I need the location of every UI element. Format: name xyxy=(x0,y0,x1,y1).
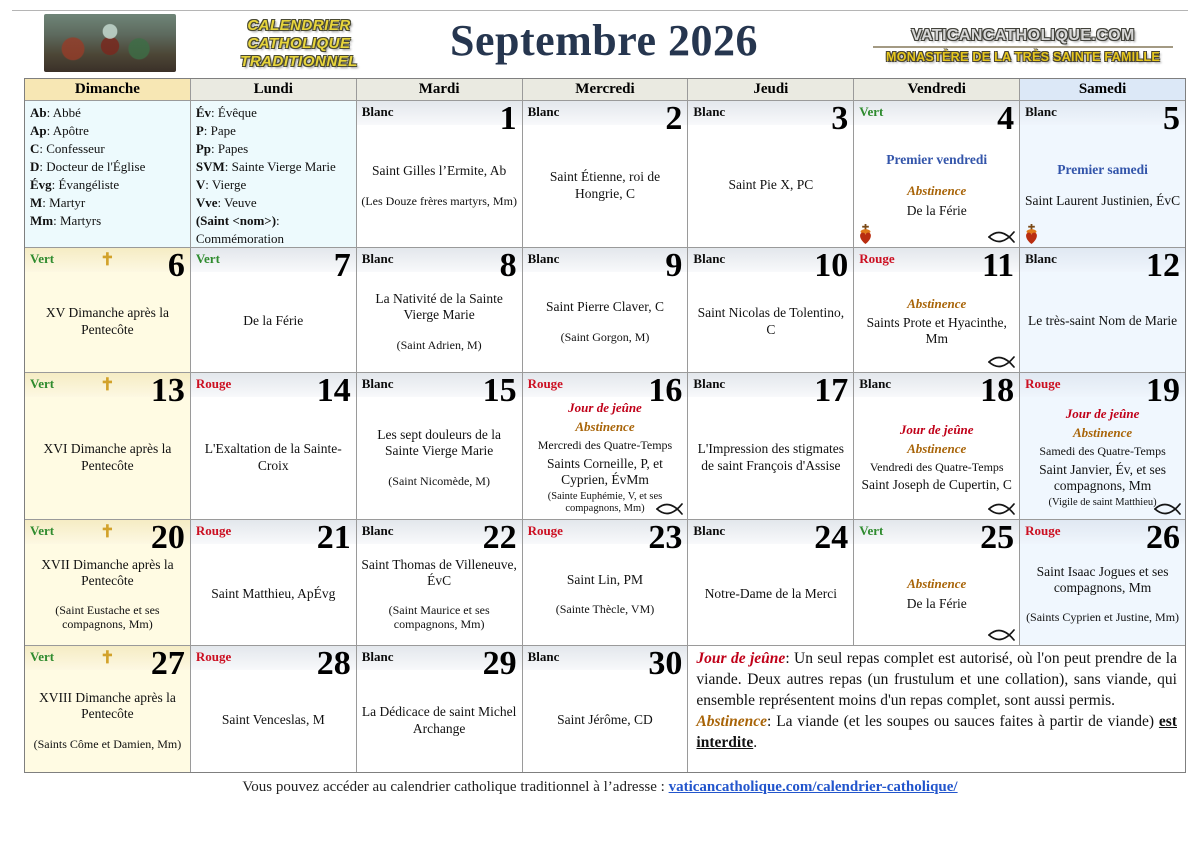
cell-line: (Les Douze frères martyrs, Mm) xyxy=(361,193,517,208)
cell-line: De la Férie xyxy=(906,595,967,611)
calendar-grid xyxy=(24,78,1186,773)
day-number: 1 xyxy=(499,101,517,137)
cell-line: Abstinence xyxy=(907,576,967,592)
day-number: 16 xyxy=(648,373,683,409)
day-cell-30 xyxy=(523,646,688,772)
fast-rule-text: : Un seul repas complet est autorisé, où l'on peut prendre de la viande. Deux autres repas (un frustulum et une collation), sans viande, qui ensemble représentent moins d'un repas complet, sont aussi permis. xyxy=(696,650,1177,710)
legend-item: Pp: Papes xyxy=(195,140,249,156)
day-cell-15 xyxy=(357,373,522,519)
day-number: 17 xyxy=(814,373,849,409)
day-number: 14 xyxy=(316,373,351,409)
legend-item: Ap: Apôtre xyxy=(30,122,89,138)
liturgical-color-label: Blanc xyxy=(693,251,726,266)
fast-rule-paragraph xyxy=(696,648,1177,711)
day-number: 11 xyxy=(982,248,1015,284)
cell-line: (Saint Nicomède, M) xyxy=(388,473,490,488)
cell-line: Saint Thomas de Villeneuve, ÉvC xyxy=(361,556,517,588)
day-cell-19 xyxy=(1020,373,1185,519)
day-cell-17 xyxy=(688,373,853,519)
cell-line: Saint Pie X, PC xyxy=(728,177,814,193)
day-number: 13 xyxy=(150,373,185,409)
day-cell-18 xyxy=(854,373,1019,519)
cell-line: (Sainte Euphémie, V, et ses compagnons, Mm) xyxy=(547,490,663,515)
cell-body xyxy=(360,127,519,244)
cell-body xyxy=(1023,274,1182,369)
cell-body xyxy=(28,399,187,516)
cell-line: L'Impression des stigmates de saint François d'Assise xyxy=(697,441,845,473)
legend-item: (Saint <nom>): Commémoration xyxy=(195,212,284,246)
cell-line: Vendredi des Quatre-Temps xyxy=(869,460,1004,475)
cell-body xyxy=(691,399,850,516)
cell-line: XVI Dimanche après la Pentecôte xyxy=(43,441,172,473)
cell-line: Saint Nicolas de Tolentino, C xyxy=(697,305,845,337)
footer-text: Vous pouvez accéder au calendrier catholique traditionnel à l’adresse : xyxy=(242,779,669,795)
page-header xyxy=(24,11,1184,77)
cell-line: Jour de jeûne xyxy=(1065,405,1140,421)
day-number: 10 xyxy=(814,248,849,284)
cell-body xyxy=(28,274,187,369)
day-number: 24 xyxy=(814,520,849,556)
cell-body xyxy=(526,274,685,369)
liturgical-color-label: Blanc xyxy=(527,104,560,119)
day-number: 20 xyxy=(150,520,185,556)
cell-line: Saint Laurent Justinien, ÉvC xyxy=(1024,193,1181,208)
day-cell-11 xyxy=(854,248,1019,372)
cell-body xyxy=(28,672,187,769)
fish-ichthys-icon xyxy=(988,355,1015,369)
day-header-vendredi: Vendredi xyxy=(854,79,1019,100)
cell-body xyxy=(28,546,187,642)
cell-line: (Saints Côme et Damien, Mm) xyxy=(33,736,182,751)
day-header-dimanche: Dimanche xyxy=(25,79,190,100)
liturgical-color-label: Rouge xyxy=(1025,523,1061,538)
footer xyxy=(0,779,1200,796)
cell-body xyxy=(360,274,519,369)
fish-ichthys-icon xyxy=(988,502,1015,516)
day-cell-16 xyxy=(523,373,688,519)
cell-line: Saint Gilles l’Ermite, Ab xyxy=(372,163,507,179)
day-cell-8 xyxy=(357,248,522,372)
cell-body xyxy=(691,127,850,244)
day-header-jeudi: Jeudi xyxy=(688,79,853,100)
day-cell-1 xyxy=(357,101,522,247)
cell-line: Saint Isaac Jogues et ses compagnons, Mm xyxy=(1036,563,1169,595)
liturgical-color-label: Vert xyxy=(195,251,220,266)
day-header-samedi: Samedi xyxy=(1020,79,1185,100)
cell-line: De la Férie xyxy=(243,313,304,329)
gold-cross-icon: ✝ xyxy=(100,250,115,269)
monastery-name: MONASTÈRE DE LA TRÈS SAINTE FAMILLE xyxy=(886,50,1160,64)
cell-body xyxy=(526,546,685,642)
cell-body xyxy=(857,127,1016,244)
day-number: 25 xyxy=(980,520,1015,556)
fish-ichthys-icon xyxy=(1154,502,1181,516)
cell-line: La Dédicace de saint Michel Archange xyxy=(361,704,517,736)
cell-line: Saint Joseph de Cupertin, C xyxy=(861,477,1012,493)
day-cell-22 xyxy=(357,520,522,645)
cell-body xyxy=(857,399,1016,516)
liturgical-color-label: Rouge xyxy=(527,523,563,538)
cell-line: Jour de jeûne xyxy=(899,421,974,437)
day-header-lundi: Lundi xyxy=(191,79,356,100)
day-cell-26 xyxy=(1020,520,1185,645)
cell-line: Saint Matthieu, ApÉvg xyxy=(211,585,336,601)
abstinence-rule-paragraph xyxy=(696,711,1177,753)
day-number: 21 xyxy=(316,520,351,556)
day-cell-6 xyxy=(25,248,190,372)
day-number: 2 xyxy=(665,101,683,137)
day-cell-9 xyxy=(523,248,688,372)
day-number: 7 xyxy=(333,248,351,284)
gold-cross-icon: ✝ xyxy=(100,648,115,667)
cell-body xyxy=(194,672,353,769)
liturgical-color-label: Rouge xyxy=(195,649,232,664)
cell-body xyxy=(526,127,685,244)
cell-line: XVII Dimanche après la Pentecôte xyxy=(41,556,174,588)
day-cell-21 xyxy=(191,520,356,645)
day-cell-13 xyxy=(25,373,190,519)
liturgical-color-label: Vert xyxy=(859,523,884,538)
day-number: 4 xyxy=(997,101,1015,137)
cell-line: (Saint Gorgon, M) xyxy=(560,329,650,344)
liturgical-color-label: Rouge xyxy=(195,376,232,391)
logo-line-2: CATHOLIQUE xyxy=(247,35,351,52)
day-cell-27 xyxy=(25,646,190,772)
legend-item: P: Pape xyxy=(195,122,236,138)
cell-line: (Sainte Thècle, VM) xyxy=(555,602,655,617)
liturgical-color-label: Blanc xyxy=(361,251,394,266)
day-cell-25 xyxy=(854,520,1019,645)
liturgical-color-label: Blanc xyxy=(1025,251,1057,266)
cell-body xyxy=(194,274,353,369)
day-number: 3 xyxy=(831,101,849,137)
day-number: 15 xyxy=(482,373,517,409)
day-cell-14 xyxy=(191,373,356,519)
liturgical-color-label: Vert xyxy=(30,251,55,266)
cell-line: Saint Jérôme, CD xyxy=(557,712,653,728)
sacred-heart-icon xyxy=(858,224,873,245)
legend-item: V: Vierge xyxy=(195,176,247,192)
day-header-mercredi: Mercredi xyxy=(523,79,688,100)
legend-item: Évg: Évangéliste xyxy=(30,176,120,192)
day-number: 29 xyxy=(482,646,517,682)
day-number: 5 xyxy=(1163,101,1180,137)
liturgical-color-label: Vert xyxy=(30,649,55,664)
logo-line-1: CALENDRIER xyxy=(247,17,351,34)
day-cell-5 xyxy=(1020,101,1185,247)
cell-line: Saint Pierre Claver, C xyxy=(546,299,664,315)
day-header-mardi: Mardi xyxy=(357,79,522,100)
sacred-heart-icon xyxy=(1024,224,1039,245)
cell-body xyxy=(526,399,685,516)
abstinence-rule-emphasis: est interdite xyxy=(696,713,1177,752)
liturgical-color-label: Blanc xyxy=(1025,104,1057,119)
day-number: 26 xyxy=(1146,520,1180,556)
liturgical-color-label: Blanc xyxy=(361,376,394,391)
cell-line: Abstinence xyxy=(907,440,967,456)
cell-line: Premier samedi xyxy=(1057,161,1148,177)
day-cell-23 xyxy=(523,520,688,645)
legend-item: M: Martyr xyxy=(30,194,86,210)
cell-body xyxy=(691,546,850,642)
cell-body xyxy=(526,672,685,769)
cell-body xyxy=(194,546,353,642)
day-number: 19 xyxy=(1146,373,1180,409)
cell-body xyxy=(360,399,519,516)
legend-item: Ab: Abbé xyxy=(30,105,81,120)
cell-line: XVIII Dimanche après la Pentecôte xyxy=(39,690,176,722)
cell-line: Saint Étienne, roi de Hongrie, C xyxy=(549,169,661,201)
cell-body xyxy=(1023,127,1182,244)
cell-line: Jour de jeûne xyxy=(568,399,642,415)
cell-body xyxy=(360,546,519,642)
liturgical-color-label: Blanc xyxy=(361,649,394,664)
cell-body xyxy=(194,399,353,516)
cell-line: Saint Lin, PM xyxy=(566,571,644,587)
legend-item: SVM: Sainte Vierge Marie xyxy=(195,158,336,174)
branding-divider xyxy=(873,46,1173,48)
day-number: 6 xyxy=(167,248,185,284)
liturgical-color-label: Vert xyxy=(30,523,55,538)
liturgical-color-label: Blanc xyxy=(527,649,560,664)
cell-line: (Saints Cyprien et Justine, Mm) xyxy=(1026,610,1180,625)
cell-body xyxy=(691,274,850,369)
cell-line: Les sept douleurs de la Sainte Vierge Marie xyxy=(377,427,501,459)
day-cell-20 xyxy=(25,520,190,645)
liturgical-color-label: Blanc xyxy=(693,523,726,538)
cell-line: Notre-Dame de la Merci xyxy=(704,585,837,601)
cell-line: Abstinence xyxy=(1072,425,1133,441)
cell-body xyxy=(1023,399,1182,516)
liturgical-color-label: Rouge xyxy=(859,251,895,266)
cell-line: Mercredi des Quatre-Temps xyxy=(537,438,673,453)
legend-item: C: Confesseur xyxy=(30,140,105,156)
legend-item: D: Docteur de l'Église xyxy=(30,158,146,174)
fish-ichthys-icon xyxy=(988,628,1015,642)
liturgical-color-label: Blanc xyxy=(693,104,726,119)
day-number: 23 xyxy=(648,520,683,556)
day-number: 28 xyxy=(316,646,351,682)
abstinence-rule-period: . xyxy=(753,734,758,752)
cell-line: Samedi des Quatre-Temps xyxy=(1039,444,1166,459)
day-cell-2 xyxy=(523,101,688,247)
cell-line: (Saint Adrien, M) xyxy=(396,337,482,352)
site-name: VATICANCATHOLIQUE.COM xyxy=(911,27,1135,44)
liturgical-color-label: Blanc xyxy=(527,251,560,266)
cell-line: Saints Corneille, P, et Cyprien, ÉvMm xyxy=(547,455,663,487)
cell-line: Abstinence xyxy=(907,295,967,311)
liturgical-color-label: Rouge xyxy=(195,523,232,538)
cell-line: Abstinence xyxy=(575,419,635,435)
day-cell-24 xyxy=(688,520,853,645)
cell-body xyxy=(360,672,519,769)
cell-line: (Saint Eustache et ses compagnons, Mm) xyxy=(55,603,160,632)
liturgical-color-label: Vert xyxy=(30,376,55,391)
cell-line: Saints Prote et Hyacinthe, Mm xyxy=(866,314,1007,347)
cell-body xyxy=(1023,546,1182,642)
footer-link[interactable]: vaticancatholique.com/calendrier-catholique/ xyxy=(668,779,958,795)
cell-line: L'Exaltation de la Sainte-Croix xyxy=(204,441,342,473)
liturgical-color-label: Blanc xyxy=(361,523,394,538)
branding xyxy=(868,27,1178,64)
day-number: 22 xyxy=(482,520,517,556)
day-cell-7 xyxy=(191,248,356,372)
gold-cross-icon: ✝ xyxy=(100,522,115,541)
liturgical-color-label: Blanc xyxy=(693,376,726,391)
legend-column-1 xyxy=(25,101,190,247)
day-number: 18 xyxy=(980,373,1015,409)
abstinence-rule-label: Abstinence xyxy=(696,713,768,731)
day-cell-4 xyxy=(854,101,1019,247)
legend-item: Év: Évêque xyxy=(195,105,257,120)
liturgical-color-label: Blanc xyxy=(859,376,892,391)
day-cell-12 xyxy=(1020,248,1185,372)
day-number: 30 xyxy=(648,646,683,682)
cell-line: (Saint Maurice et ses compagnons, Mm) xyxy=(388,603,490,632)
page-title: Septembre 2026 xyxy=(449,16,759,65)
logo-line-3: TRADITIONNEL xyxy=(240,53,358,70)
day-cell-28 xyxy=(191,646,356,772)
cell-line: Saint Janvier, Év, et ses compagnons, Mm xyxy=(1039,461,1166,493)
cell-line: Le très-saint Nom de Marie xyxy=(1027,313,1178,329)
gold-cross-icon: ✝ xyxy=(100,375,115,394)
liturgical-color-label: Rouge xyxy=(527,376,563,391)
abstinence-rule-text: : La viande (et les soupes ou sauces faites à partir de viande) xyxy=(767,713,1159,731)
cell-line: De la Férie xyxy=(906,202,967,218)
cell-line: La Nativité de la Sainte Vierge Marie xyxy=(375,291,503,323)
fish-ichthys-icon xyxy=(988,230,1015,244)
day-cell-10 xyxy=(688,248,853,372)
day-number: 8 xyxy=(499,248,517,284)
liturgical-color-label: Rouge xyxy=(1025,376,1061,391)
cell-line: Premier vendredi xyxy=(886,152,988,168)
cell-line: XV Dimanche après la Pentecôte xyxy=(45,305,169,337)
cell-line: Saint Venceslas, M xyxy=(221,712,325,728)
day-cell-3 xyxy=(688,101,853,247)
cell-line: Abstinence xyxy=(907,183,967,199)
day-number: 12 xyxy=(1146,248,1180,284)
day-cell-29 xyxy=(357,646,522,772)
liturgical-color-label: Blanc xyxy=(361,104,394,119)
legend-item: Vve: Veuve xyxy=(195,194,257,210)
legend-item: Mm: Martyrs xyxy=(30,212,102,228)
day-number: 27 xyxy=(150,646,185,682)
fasting-rules-note xyxy=(688,646,1185,772)
fast-rule-label: Jour de jeûne xyxy=(696,650,786,667)
liturgical-color-label: Vert xyxy=(859,104,884,119)
fish-ichthys-icon xyxy=(656,502,683,516)
day-number: 9 xyxy=(665,248,683,284)
cell-line: (Vigile de saint Matthieu) xyxy=(1048,496,1157,508)
legend-column-2 xyxy=(191,101,356,247)
